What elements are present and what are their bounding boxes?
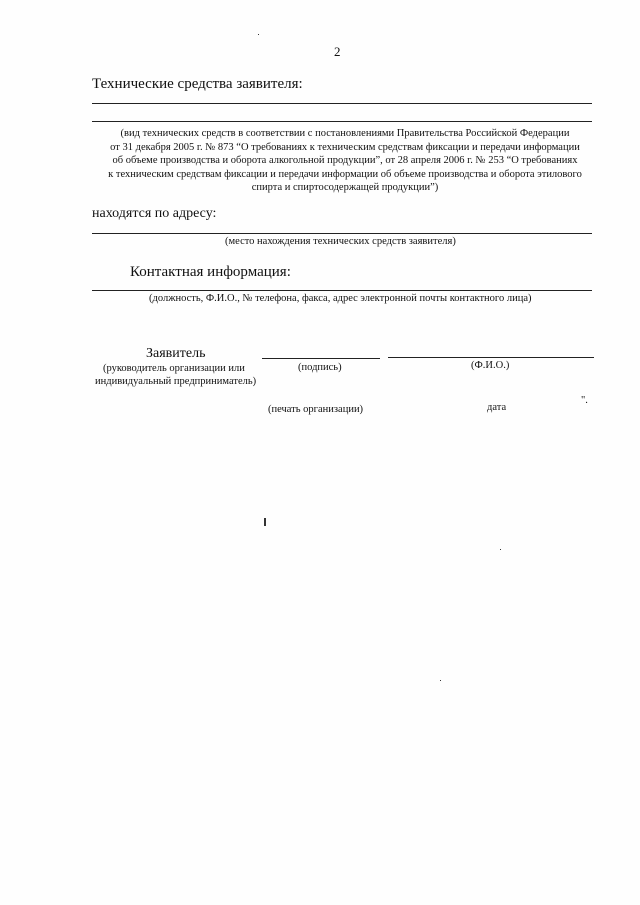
tech-means-heading: Технические средства заявителя: xyxy=(92,76,303,92)
address-caption: (место нахождения технических средств заявителя) xyxy=(225,236,456,247)
tech-means-caption-line: (вид технических средств в соответствии с постановлениями Правительства Российской Федерации xyxy=(120,128,570,139)
tech-means-caption-line: от 31 декабря 2005 г. № 873 “О требованиях к техническим средствам фиксации и передачи информации xyxy=(110,141,580,153)
contact-heading: Контактная информация: xyxy=(130,264,291,280)
contact-fill-line xyxy=(92,290,592,291)
fio-label: (Ф.И.О.) xyxy=(471,360,510,371)
scan-speck xyxy=(258,34,259,35)
tech-means-caption xyxy=(80,127,610,195)
scan-speck xyxy=(440,680,441,681)
tech-means-fill-line-1 xyxy=(92,103,592,104)
date-quote-mark: ". xyxy=(581,395,588,406)
contact-caption: (должность, Ф.И.О., № телефона, факса, адрес электронной почты контактного лица) xyxy=(149,293,532,304)
address-fill-line xyxy=(92,233,592,234)
tech-means-caption-line: об объеме производства и оборота алкогольной продукции”, от 28 апреля 2006 г. № 253 “О требованиях xyxy=(112,155,578,166)
page-number: 2 xyxy=(334,44,341,59)
applicant-title: Заявитель xyxy=(146,346,206,361)
tech-means-caption-line: к техническим средствам фиксации и передачи информации об объеме производства и оборота этилового xyxy=(108,168,582,180)
seal-label: (печать организации) xyxy=(268,404,364,415)
fio-line xyxy=(388,357,594,358)
scan-speck xyxy=(264,518,266,526)
address-heading: находятся по адресу: xyxy=(92,206,217,221)
scan-speck xyxy=(500,549,501,550)
date-label: дата xyxy=(487,402,507,413)
signature-line xyxy=(262,358,380,359)
signature-label: (подпись) xyxy=(298,362,342,373)
applicant-role-line-2: индивидуальный предприниматель) xyxy=(95,376,257,387)
tech-means-caption-line: спирта и спиртосодержащей продукции”) xyxy=(251,182,439,193)
tech-means-fill-line-2 xyxy=(92,121,592,122)
applicant-role-line-1: (руководитель организации или xyxy=(103,363,245,374)
